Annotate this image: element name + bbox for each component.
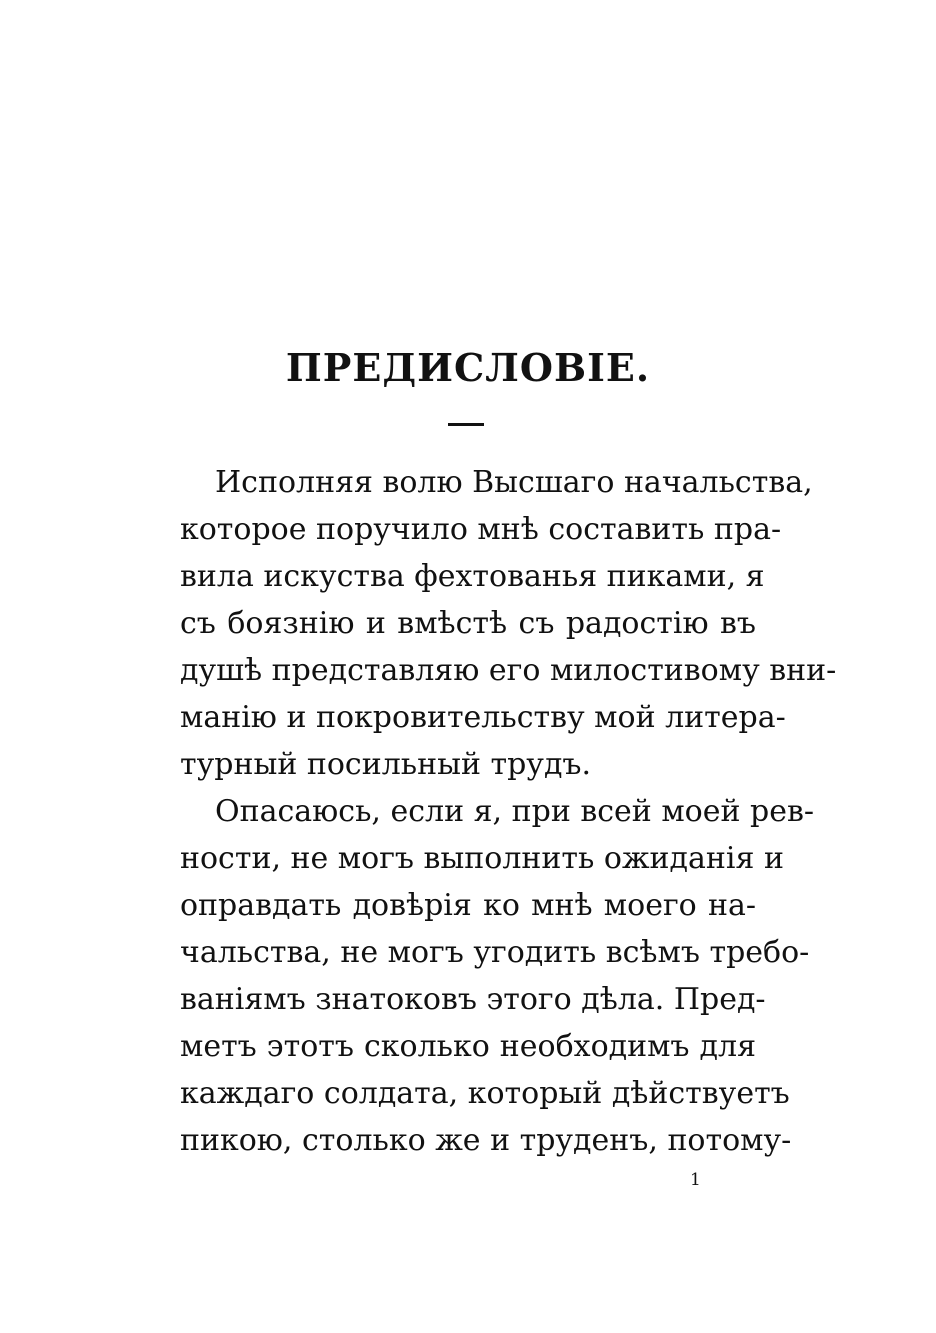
- paragraph-2-line-6: метъ этотъ сколько необходимъ для: [180, 1029, 756, 1064]
- paragraph-1-line-5: душѣ представляю его милостивому вни-: [180, 653, 837, 688]
- paragraph-1-line-7: турный посильный трудъ.: [180, 747, 592, 782]
- page-title: ПРЕДИСЛОВІЕ.: [285, 345, 651, 390]
- paragraph-2-line-1: Опасаюсь, если я, при всей моей рев-: [215, 794, 815, 829]
- page-number: 1: [690, 1170, 701, 1190]
- paragraph-1-line-1: Исполняя волю Высшаго начальства,: [215, 465, 813, 500]
- paragraph-2-line-5: ваніямъ знатоковъ этого дѣла. Пред-: [180, 982, 766, 1017]
- paragraph-2-line-4: чальства, не могъ угодить всѣмъ требо-: [180, 935, 810, 970]
- paragraph-1-line-2: которое поручило мнѣ составить пра-: [180, 512, 782, 547]
- paragraph-1-line-3: вила искуства фехтованья пиками, я: [180, 559, 765, 594]
- paragraph-2-line-7: каждаго солдата, который дѣйствуетъ: [180, 1076, 790, 1111]
- paragraph-2-line-2: ности, не могъ выполнить ожиданія и: [180, 841, 784, 876]
- paragraph-1-line-4: съ боязнію и вмѣстѣ съ радостію въ: [180, 606, 756, 641]
- paragraph-2-line-3: оправдать довѣрія ко мнѣ моего на-: [180, 888, 756, 923]
- paragraph-2-line-8: пикою, столько же и труденъ, потому-: [180, 1123, 792, 1158]
- paragraph-1-line-6: манію и покровительству мой литера-: [180, 700, 786, 735]
- title-rule: [448, 423, 484, 426]
